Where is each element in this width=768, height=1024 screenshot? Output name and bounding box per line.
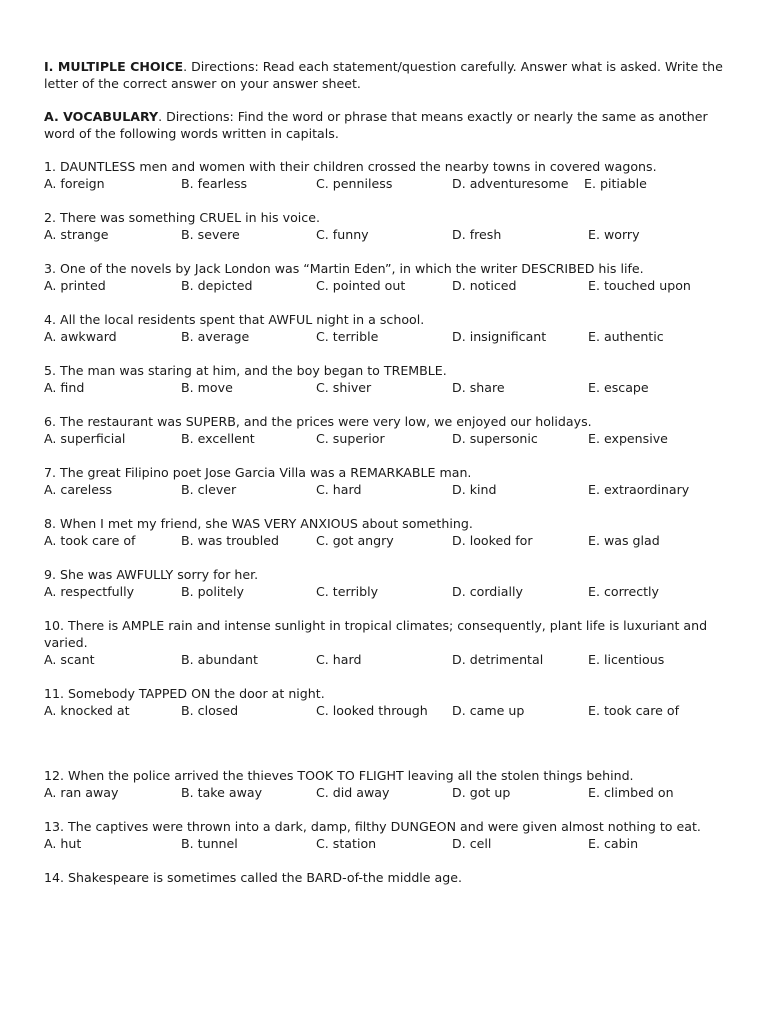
- choice-row: [44, 583, 724, 600]
- choice-e: E. correctly: [588, 584, 660, 599]
- choice-d: D. cell: [452, 836, 492, 851]
- choice-b: B. severe: [181, 227, 240, 242]
- choice-a: A. awkward: [44, 329, 117, 344]
- choice-b: B. move: [181, 380, 233, 395]
- question-text: 9. She was AWFULLY sorry for her.: [44, 567, 259, 582]
- choice-b: B. depicted: [181, 278, 253, 293]
- choice-d: D. kind: [452, 482, 497, 497]
- question-9: [44, 566, 724, 600]
- choice-a: A. find: [44, 380, 85, 395]
- choice-e: E. cabin: [588, 836, 639, 851]
- choice-row: [44, 277, 724, 294]
- worksheet-page: [44, 58, 724, 903]
- question-3: [44, 260, 724, 294]
- choice-a: A. superficial: [44, 431, 126, 446]
- choice-row: [44, 784, 724, 801]
- question-text: 2. There was something CRUEL in his voice.: [44, 210, 320, 225]
- choice-b: B. closed: [181, 703, 239, 718]
- choice-row: [44, 226, 724, 243]
- choice-b: B. tunnel: [181, 836, 238, 851]
- choice-e: E. climbed on: [588, 785, 674, 800]
- question-4: [44, 311, 724, 345]
- choice-d: D. looked for: [452, 533, 533, 548]
- question-5: [44, 362, 724, 396]
- section-a-directions: [44, 108, 724, 142]
- choice-a: A. respectfully: [44, 584, 135, 599]
- choice-a: A. hut: [44, 836, 82, 851]
- choice-d: D. fresh: [452, 227, 502, 242]
- choice-e: E. was glad: [588, 533, 660, 548]
- choice-c: C. penniless: [316, 176, 393, 191]
- question-text: 13. The captives were thrown into a dark, damp, filthy DUNGEON and were given almost nothing to eat.: [44, 819, 701, 834]
- choice-b: B. politely: [181, 584, 244, 599]
- choice-b: B. fearless: [181, 176, 248, 191]
- question-text: 3. One of the novels by Jack London was “Martin Eden”, in which the writer DESCRIBED his life.: [44, 261, 644, 276]
- choice-d: D. insignificant: [452, 329, 547, 344]
- choice-c: C. terrible: [316, 329, 379, 344]
- question-10: [44, 617, 724, 668]
- choice-row: [44, 532, 724, 549]
- choice-d: D. cordially: [452, 584, 523, 599]
- question-11: [44, 685, 724, 719]
- choice-b: B. excellent: [181, 431, 255, 446]
- choice-row: [44, 430, 724, 447]
- choice-e: E. pitiable: [584, 176, 647, 191]
- question-12: [44, 767, 724, 801]
- question-13: [44, 818, 724, 852]
- choice-b: B. abundant: [181, 652, 258, 667]
- choice-d: D. came up: [452, 703, 525, 718]
- choice-a: A. printed: [44, 278, 106, 293]
- choice-c: C. got angry: [316, 533, 394, 548]
- choice-d: D. adventuresome: [452, 176, 569, 191]
- question-text: 1. DAUNTLESS men and women with their children crossed the nearby towns in covered wagons.: [44, 159, 657, 174]
- choice-e: E. escape: [588, 380, 649, 395]
- section-a-text: . Directions: Find the word or phrase that means exactly or nearly the same as another word of the following words written in capitals.: [44, 109, 708, 141]
- choice-c: C. funny: [316, 227, 369, 242]
- question-text: 4. All the local residents spent that AWFUL night in a school.: [44, 312, 425, 327]
- choice-e: E. expensive: [588, 431, 668, 446]
- question-text: 10. There is AMPLE rain and intense sunlight in tropical climates; consequently, plant life is luxuriant and varied.: [44, 618, 708, 650]
- choice-a: A. foreign: [44, 176, 105, 191]
- choice-row: [44, 481, 724, 498]
- choice-a: A. strange: [44, 227, 109, 242]
- choice-a: A. scant: [44, 652, 95, 667]
- choice-d: D. noticed: [452, 278, 517, 293]
- choice-c: C. superior: [316, 431, 385, 446]
- question-14: [44, 869, 724, 886]
- choice-row: [44, 175, 724, 192]
- choice-c: C. looked through: [316, 703, 428, 718]
- choice-b: B. take away: [181, 785, 263, 800]
- choice-c: C. hard: [316, 652, 362, 667]
- section-1-directions: [44, 58, 724, 92]
- choice-e: E. licentious: [588, 652, 665, 667]
- choice-e: E. extraordinary: [588, 482, 690, 497]
- question-text: 6. The restaurant was SUPERB, and the prices were very low, we enjoyed our holidays.: [44, 414, 592, 429]
- choice-e: E. took care of: [588, 703, 680, 718]
- choice-a: A. careless: [44, 482, 113, 497]
- choice-e: E. authentic: [588, 329, 664, 344]
- choice-d: D. share: [452, 380, 505, 395]
- choice-b: B. was troubled: [181, 533, 279, 548]
- choice-row: [44, 651, 724, 668]
- choice-c: C. did away: [316, 785, 390, 800]
- question-text: 11. Somebody TAPPED ON the door at night.: [44, 686, 325, 701]
- question-7: [44, 464, 724, 498]
- question-text: 8. When I met my friend, she WAS VERY ANXIOUS about something.: [44, 516, 473, 531]
- question-text: 12. When the police arrived the thieves TOOK TO FLIGHT leaving all the stolen things behind.: [44, 768, 634, 783]
- choice-row: [44, 379, 724, 396]
- choice-d: D. got up: [452, 785, 511, 800]
- choice-row: [44, 835, 724, 852]
- section-1-text: . Directions: Read each statement/question carefully. Answer what is asked. Write the letter of the correct answer on your answer sheet.: [44, 59, 723, 91]
- choice-row: [44, 702, 724, 719]
- choice-d: D. detrimental: [452, 652, 544, 667]
- choice-a: A. knocked at: [44, 703, 130, 718]
- choice-b: B. clever: [181, 482, 237, 497]
- choice-c: C. hard: [316, 482, 362, 497]
- choice-a: A. took care of: [44, 533, 136, 548]
- question-8: [44, 515, 724, 549]
- section-a-heading: A. VOCABULARY: [44, 109, 159, 124]
- choice-c: C. station: [316, 836, 377, 851]
- choice-e: E. touched upon: [588, 278, 691, 293]
- question-6: [44, 413, 724, 447]
- choice-b: B. average: [181, 329, 250, 344]
- question-text: 7. The great Filipino poet Jose Garcia Villa was a REMARKABLE man.: [44, 465, 472, 480]
- question-1: [44, 158, 724, 192]
- question-2: [44, 209, 724, 243]
- choice-d: D. supersonic: [452, 431, 538, 446]
- choice-e: E. worry: [588, 227, 640, 242]
- choice-c: C. terribly: [316, 584, 379, 599]
- choice-c: C. pointed out: [316, 278, 406, 293]
- choice-row: [44, 328, 724, 345]
- question-text: 5. The man was staring at him, and the boy began to TREMBLE.: [44, 363, 447, 378]
- question-text: 14. Shakespeare is sometimes called the BARD-of-the middle age.: [44, 870, 463, 885]
- choice-c: C. shiver: [316, 380, 372, 395]
- choice-a: A. ran away: [44, 785, 119, 800]
- section-1-heading: I. MULTIPLE CHOICE: [44, 59, 184, 74]
